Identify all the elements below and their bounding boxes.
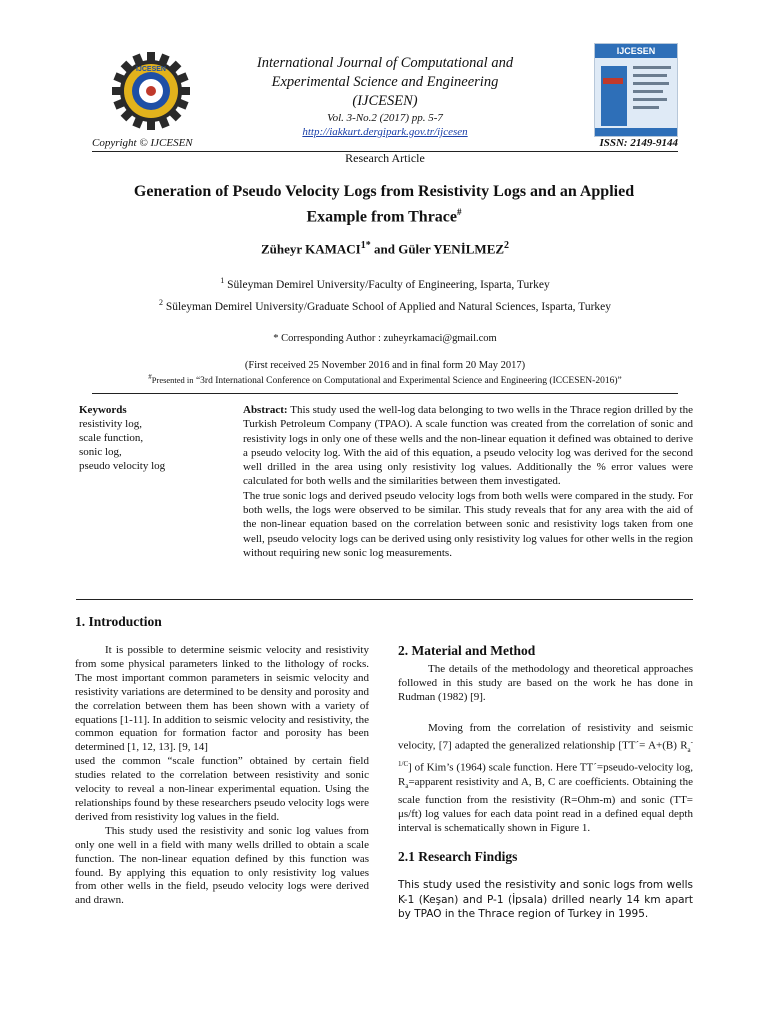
ijcesen-gear-logo (110, 50, 192, 132)
logo-text: IJCESEN (136, 66, 166, 73)
journal-abbrev: (IJCESEN) (352, 93, 418, 109)
cover-title: IJCESEN (616, 46, 656, 56)
journal-name-line2: Experimental Science and Engineering (271, 74, 499, 90)
author-joiner: and (370, 241, 399, 257)
journal-url-link[interactable]: http://iakkurt.dergipark.gov.tr/ijcesen (302, 126, 468, 138)
findings-heading: 2.1 Research Findigs (398, 849, 518, 864)
journal-header (200, 54, 570, 139)
corresponding-author: * Corresponding Author : zuheyrkamaci@gmail.com (273, 333, 497, 344)
keyword-item: scale function, (79, 432, 144, 444)
abstract-bottom-rule (76, 599, 693, 600)
abstract-block (243, 403, 693, 560)
paper-title (78, 181, 690, 227)
presented-prefix: Presented in (151, 375, 194, 386)
intro-paragraph-1a: It is possible to determine seismic velocity and resistivity from some physical parameters linked to the lithology of rocks. The most important common parameters in seismic velocity and resistivity variations are determined to be density and porosity and the correlation between them has been shown with a variety of equations [1-11]. In addition to seismic velocity and resistivity, the common equation for formation factor and porosity has been determined [1, 12, 13]. [9, 14] (75, 644, 369, 754)
issn-number: ISSN: 2149-9144 (599, 137, 678, 149)
method-paragraph-2: Moving from the correlation of resistivity and seismic velocity, [7] adapted the generalized relationship [TT´= A+(B) $R_a^{-1/C}$] of Kim’s (1964) scale function. Here TT´=pseudo-velocity log, $R_a=apparent$ resistivity and A, B, C are coefficients. Obtaining the scale function from the resistivity (R=Ohm-m) and sonic (TT= μs/ft) log values for each data point read in a defined equal depth interval is schematically shown in Figure 1. (398, 722, 693, 834)
keywords-block (79, 403, 229, 473)
abstract-paragraph-1: This study used the well-log data belonging to two wells in the Thrace region drilled by the Turkish Petroleum Company (TPAO). A scale function was created from the correlation of sonic and resistivity logs in only one of these wells and the non-linear equation it defined was obtained to derive a pseudo velocity log. With the aid of this equation, a pseudo velocity log was derived for the second well drilled in the area using only resistivity log values. Additionally the % error values were calculated for both wells and the similarities between them investigated. (243, 404, 693, 488)
author-1: Züheyr KAMACI (260, 241, 361, 257)
keyword-item: resistivity log, (79, 418, 142, 430)
method-heading: 2. Material and Method (398, 643, 536, 658)
author-2-affiliation: 2 (504, 240, 510, 251)
method-paragraph-1: The details of the methodology and theoretical approaches followed in this study are based on the work he has done in Rudman (1982) [9]. (398, 663, 693, 703)
findings-paragraph-1: This study used the resistivity and sonic logs from wells K-1 (Keşan) and P-1 (İpsala) drilled nearly 14 km apart by TPAO in the Thrace region of Turkey in 1995. (398, 879, 693, 921)
keyword-item: pseudo velocity log (79, 460, 166, 472)
intro-paragraph-1b: used the common “scale function” obtained by certain field studies related to the correlation between resistivity and sonic velocity to reveal a non-linear experimental equation. Using the relationships found by these researchers pseudo velocity logs were derived from resistivity log values in the field. (75, 755, 369, 823)
paper-title-line1: Generation of Pseudo Velocity Logs from Resistivity Logs and an Applied (133, 183, 635, 200)
paper-title-line2: Example from Thrace (306, 208, 457, 226)
abstract-top-rule (92, 393, 678, 394)
keywords-heading: Keywords (79, 404, 127, 416)
presented-note: #Presented in “3rd International Conference on Computational and Experimental Science and Engineering (ICCESEN-2016)” (148, 373, 622, 387)
affiliation-1: $^1$ Süleyman Demirel University/Faculty of Engineering, Isparta, Turkey (220, 276, 550, 291)
title-footnote-mark: # (457, 207, 462, 217)
journal-cover-image (594, 43, 678, 137)
keyword-item: sonic log, (79, 446, 122, 458)
journal-name-line1: International Journal of Computational and (256, 55, 514, 71)
author-list (92, 240, 678, 257)
copyright-notice: Copyright © IJCESEN (92, 137, 193, 149)
author-2: Güler YENİLMEZ (398, 241, 505, 257)
intro-heading: 1. Introduction (75, 614, 162, 629)
intro-paragraph-2: This study used the resistivity and sonic log values from only one well in a field with many wells drilled to obtain a scale function. The non-linear equation defined by this function was found. By applying this equation to only resistivity log values from other wells in the field, pseudo velocity logs were derived and drawn. (75, 824, 369, 907)
article-type: Research Article (345, 151, 425, 165)
author-1-affiliation: 1* (360, 240, 371, 251)
journal-volume: Vol. 3-No.2 (2017) pp. 5-7 (327, 112, 443, 124)
abstract-label: Abstract: (243, 404, 288, 416)
abstract-paragraph-2: The true sonic logs and derived pseudo velocity logs from both wells were compared in the study. For both wells, the logs were observed to be similar. This study reveals that for any area with the aid of the non-linear equation based on the correlation between sonic and resistivity logs taken from one well, pseudo velocity logs can be derived using only resistivity log values for other wells in the region without requiring new sonic log measurements. (243, 489, 693, 559)
affiliations (92, 272, 678, 316)
presented-conference: “3rd International Conference on Computational and Experimental Science and Engineering (ICCESEN-2016)” (193, 376, 622, 387)
affiliation-2: $^2$ Süleyman Demirel University/Graduate School of Applied and Natural Sciences, Isparta, Turkey (158, 297, 612, 313)
received-dates: (First received 25 November 2016 and in final form 20 May 2017) (244, 360, 526, 371)
intro-body (75, 644, 369, 908)
